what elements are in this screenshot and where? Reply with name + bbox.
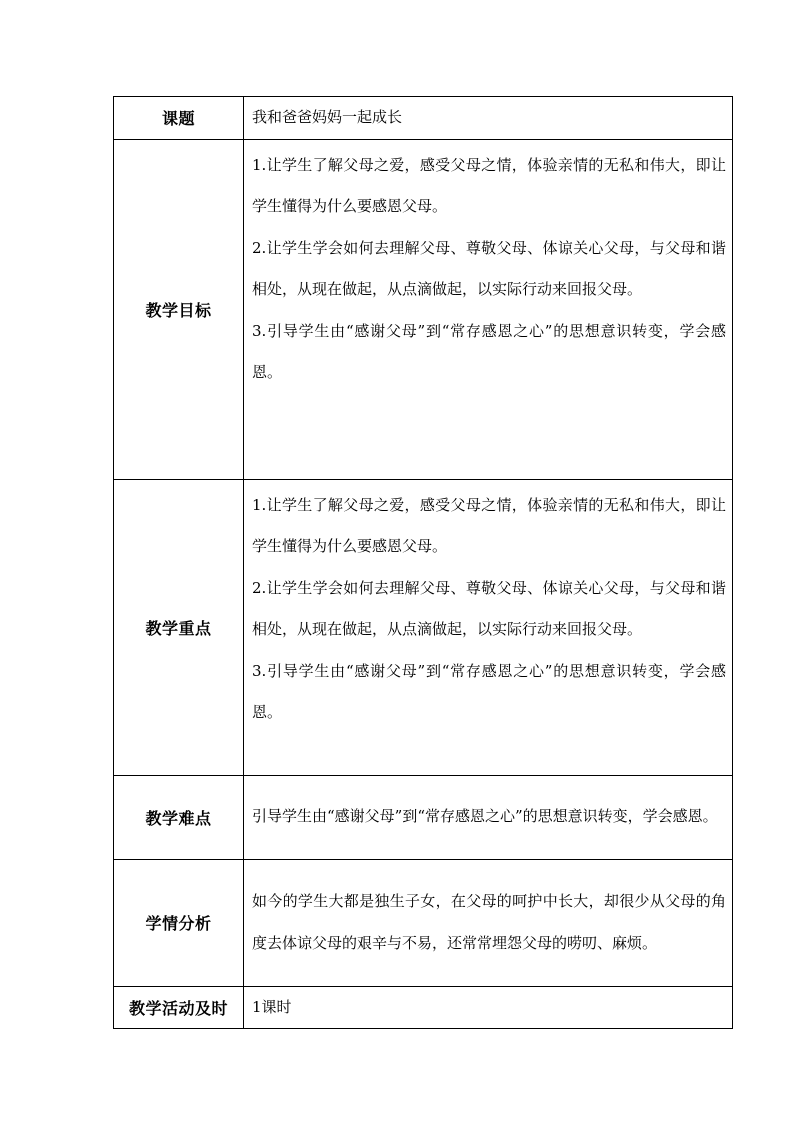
key-points-paragraph-3: 3.引导学生由“感谢父母”到“常存感恩之心”的思想意识转变，学会感恩。 <box>252 661 726 721</box>
row-label-teaching-difficulties: 教学难点 <box>114 775 244 859</box>
goals-paragraph-3: 3.引导学生由“感谢父母”到“常存感恩之心”的思想意识转变，学会感恩。 <box>252 321 726 381</box>
table-row-teaching-key-points <box>114 479 733 775</box>
table-row-teaching-difficulties <box>114 775 733 859</box>
goals-paragraph-2: 2.让学生学会如何去理解父母、尊敬父母、体谅关心父母，与父母和谐相处，从现在做起，从点滴做起，以实际行动来回报父母。 <box>252 238 726 298</box>
goals-paragraph-1: 1.让学生了解父母之爱，感受父母之情，体验亲情的无私和伟大，即让学生懂得为什么要感恩父母。 <box>252 155 726 215</box>
row-content-teaching-goals <box>244 139 733 479</box>
row-content-teaching-difficulties <box>244 775 733 859</box>
row-content-activity-time <box>244 986 733 1029</box>
activity-time-text: 1课时 <box>252 997 292 1016</box>
table-row-teaching-goals <box>114 139 733 479</box>
row-label-student-analysis: 学情分析 <box>114 859 244 986</box>
table-row-activity-time <box>114 986 733 1029</box>
difficulties-paragraph: 引导学生由“感谢父母”到“常存感恩之心”的思想意识转变，学会感恩。 <box>252 807 718 826</box>
key-points-paragraph-2: 2.让学生学会如何去理解父母、尊敬父母、体谅关心父母，与父母和谐相处，从现在做起，从点滴做起，以实际行动来回报父母。 <box>252 578 726 638</box>
analysis-paragraph: 如今的学生大都是独生子女，在父母的呵护中长大，却很少从父母的角度去体谅父母的艰辛与不易，还常常埋怨父母的唠叨、麻烦。 <box>252 892 726 952</box>
row-content-teaching-key-points <box>244 479 733 775</box>
row-content-topic <box>244 97 733 140</box>
table-row-student-analysis <box>114 859 733 986</box>
row-content-student-analysis <box>244 859 733 986</box>
row-label-topic: 课题 <box>114 97 244 140</box>
lesson-plan-table <box>113 96 733 1029</box>
row-label-teaching-key-points: 教学重点 <box>114 479 244 775</box>
key-points-paragraph-1: 1.让学生了解父母之爱，感受父母之情，体验亲情的无私和伟大，即让学生懂得为什么要感恩父母。 <box>252 495 726 555</box>
table-row-topic <box>114 97 733 140</box>
topic-text: 我和爸爸妈妈一起成长 <box>252 108 403 126</box>
row-label-activity-time: 教学活动及时 <box>114 986 244 1029</box>
row-label-teaching-goals: 教学目标 <box>114 139 244 479</box>
